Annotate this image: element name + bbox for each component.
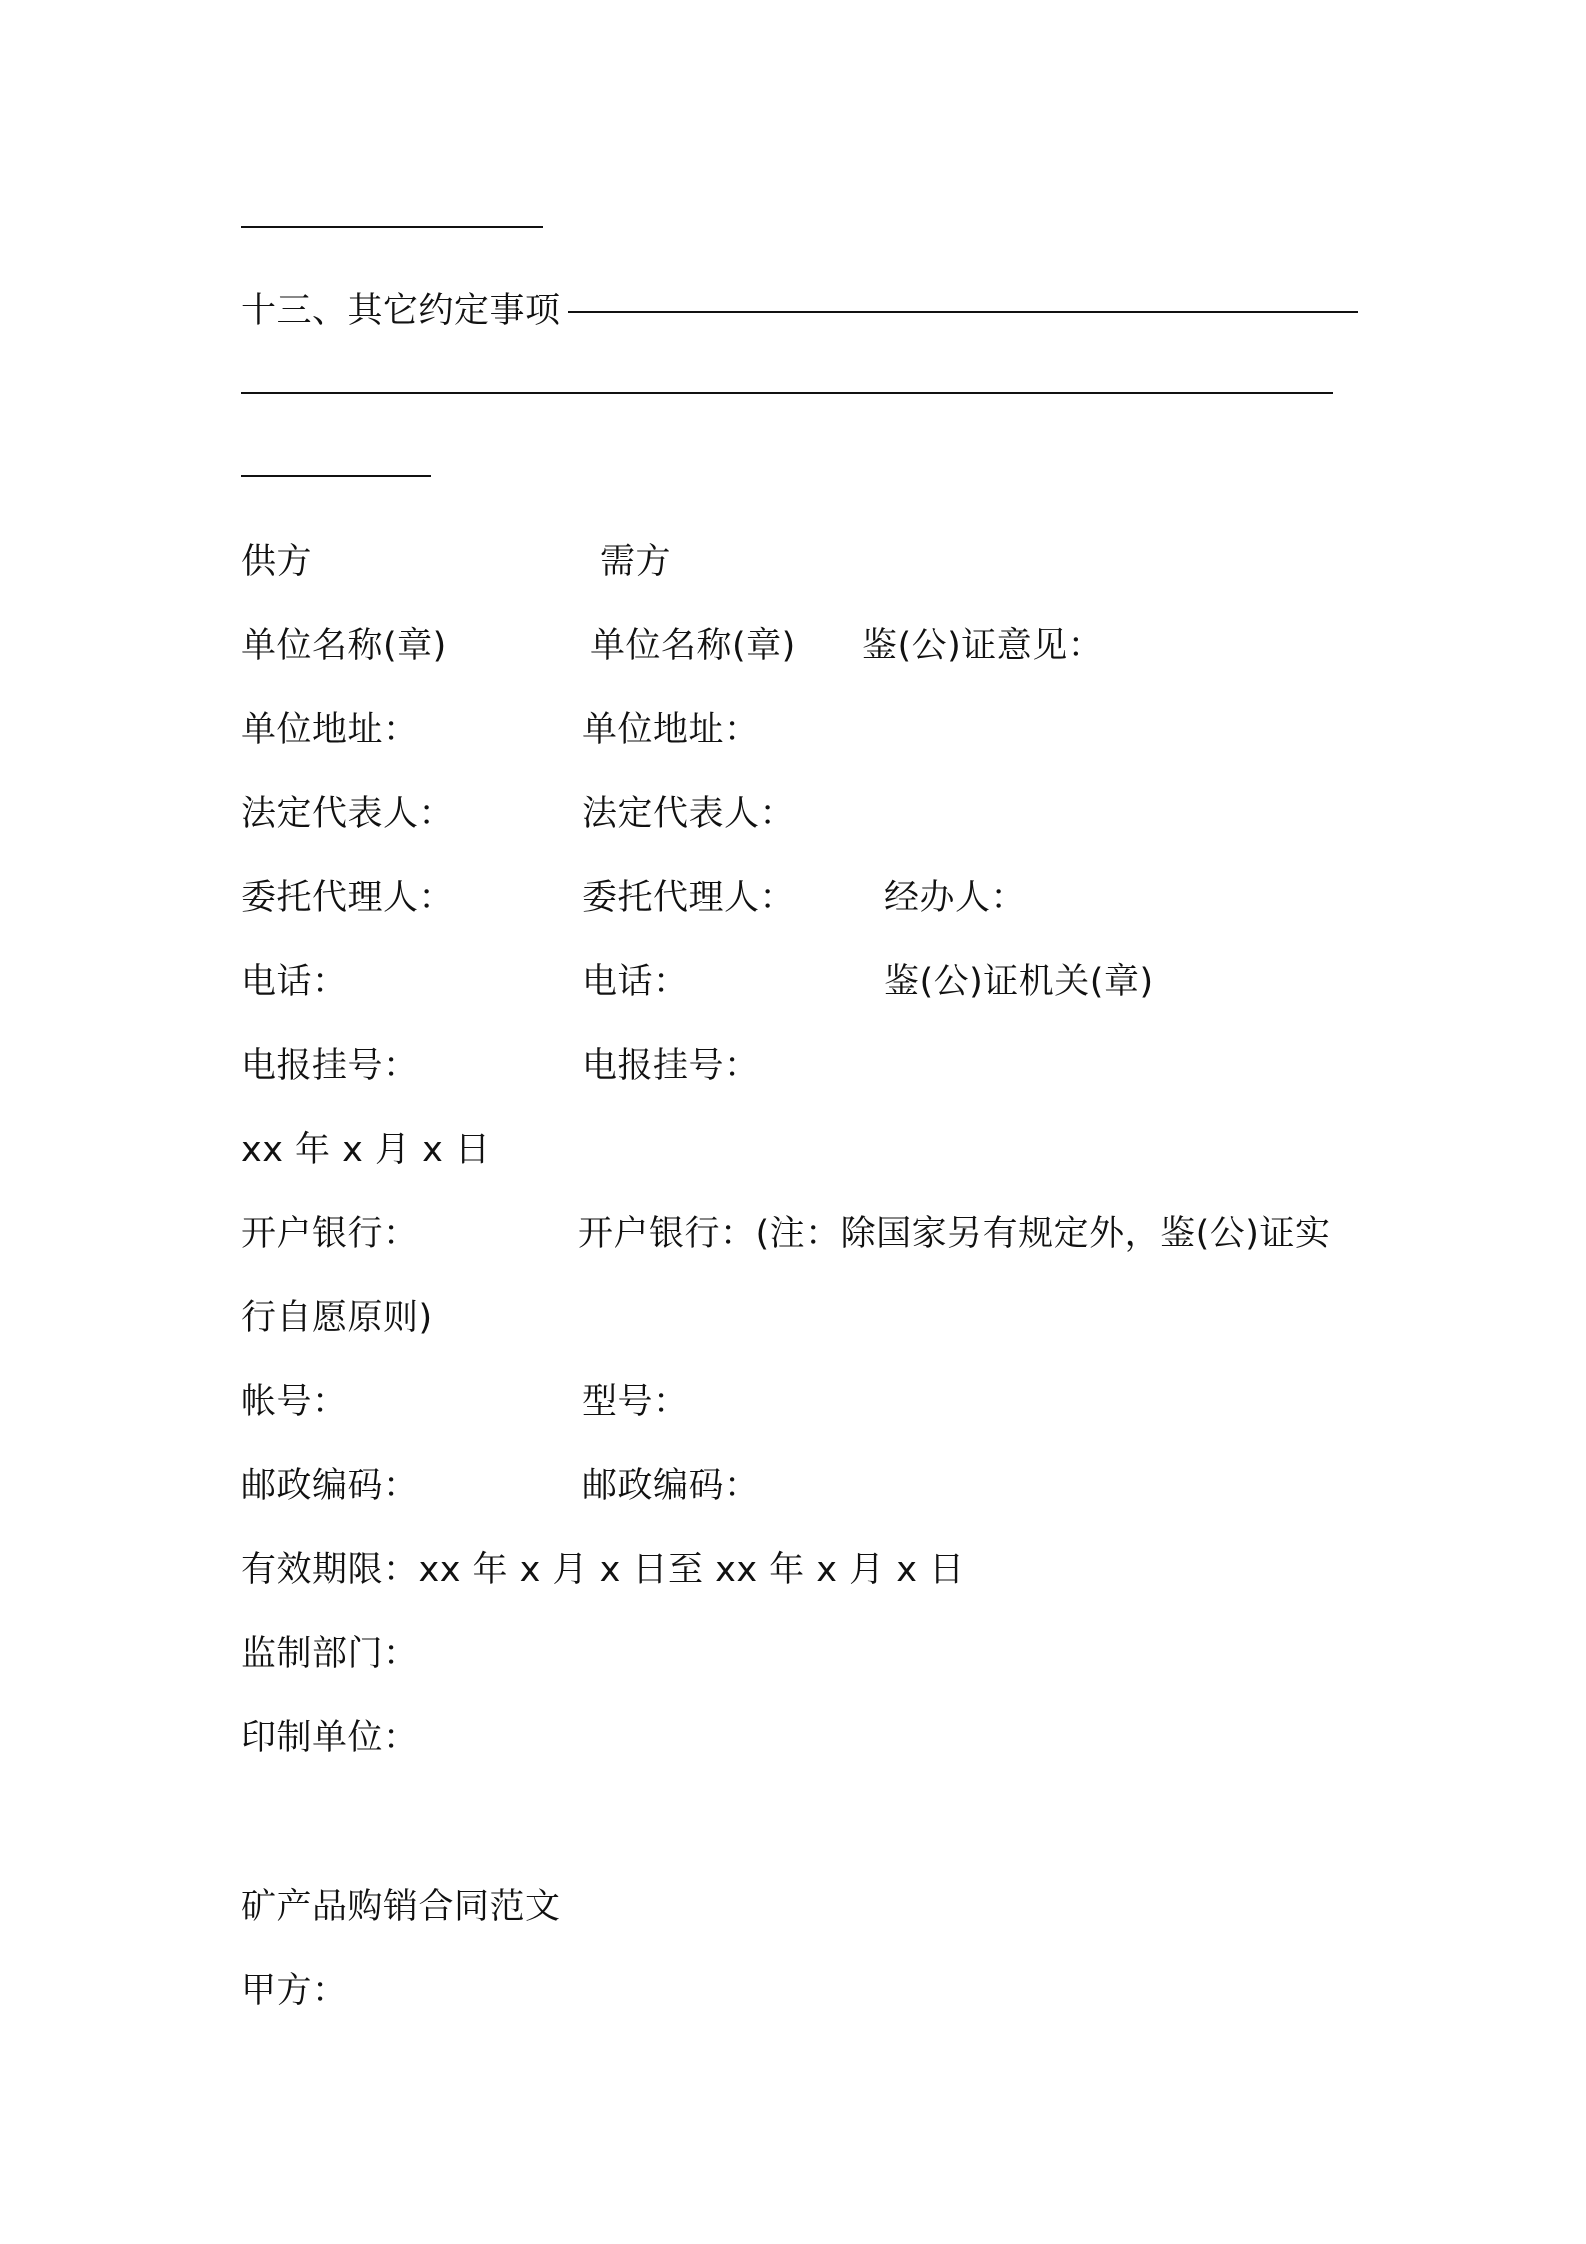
- supplier-telegraph: 电报挂号：: [241, 1046, 419, 1086]
- party-a-label: 甲方：: [241, 1971, 348, 2011]
- validity-period: 有效期限：xx 年 x 月 x 日至 xx 年 x 月 x 日: [241, 1550, 965, 1590]
- buyer-bank-note: 开户银行：(注：除国家另有规定外，鉴(公)证实: [578, 1214, 1331, 1254]
- buyer-address: 单位地址：: [582, 710, 760, 750]
- blank-line-short: [241, 475, 431, 477]
- supplier-account: 帐号：: [241, 1382, 348, 1422]
- signature-date: xx 年 x 月 x 日: [241, 1130, 491, 1170]
- printing-unit: 印制单位：: [241, 1718, 419, 1758]
- supplier-phone: 电话：: [241, 962, 348, 1002]
- buyer-company-name: 单位名称(章): [590, 626, 796, 666]
- supplier-postcode: 邮政编码：: [241, 1466, 419, 1506]
- blank-line-top: [241, 226, 543, 228]
- blank-line-full: [241, 392, 1333, 394]
- next-contract-title: 矿产品购销合同范文: [241, 1887, 561, 1927]
- buyer-legal-rep: 法定代表人：: [582, 794, 796, 834]
- buyer-header: 需方: [600, 542, 672, 582]
- buyer-agent: 委托代理人：: [582, 878, 796, 918]
- supplier-header: 供方: [241, 542, 313, 582]
- notary-office-seal: 鉴(公)证机关(章): [884, 962, 1154, 1002]
- buyer-postcode: 邮政编码：: [582, 1466, 760, 1506]
- supplier-legal-rep: 法定代表人：: [241, 794, 455, 834]
- buyer-telegraph: 电报挂号：: [582, 1046, 760, 1086]
- handler: 经办人：: [884, 878, 1027, 918]
- supplier-address: 单位地址：: [241, 710, 419, 750]
- buyer-bank-note-continued: 行自愿原则): [241, 1298, 433, 1338]
- supplier-agent: 委托代理人：: [241, 878, 455, 918]
- supplier-company-name: 单位名称(章): [241, 626, 447, 666]
- supervisor-dept: 监制部门：: [241, 1634, 419, 1674]
- supplier-bank: 开户银行：: [241, 1214, 419, 1254]
- buyer-model: 型号：: [582, 1382, 689, 1422]
- buyer-phone: 电话：: [582, 962, 689, 1002]
- notary-opinion: 鉴(公)证意见：: [862, 626, 1104, 666]
- blank-line-clause-13: [568, 311, 1358, 313]
- clause-13-heading: 十三、其它约定事项: [241, 291, 561, 331]
